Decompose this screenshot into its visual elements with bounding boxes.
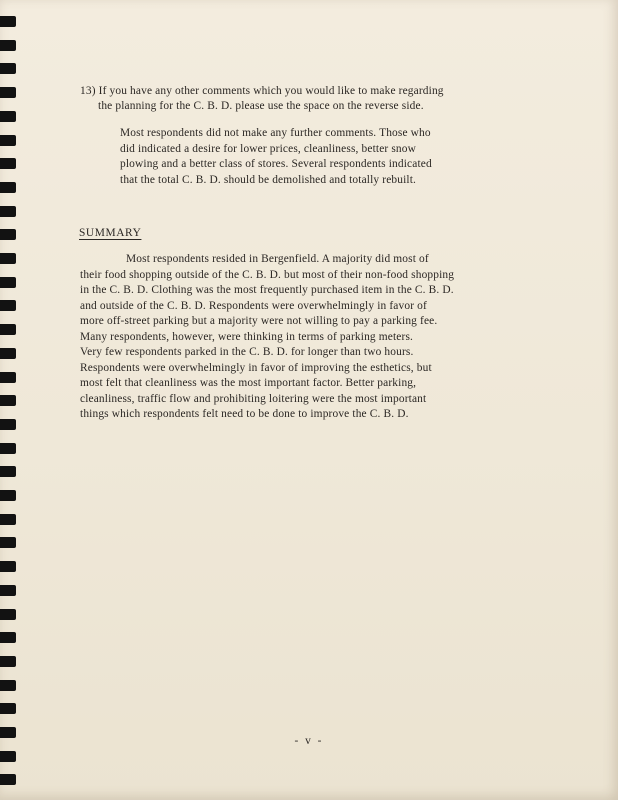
- summary-line: Very few respondents parked in the C. B. D. for longer than two hours.: [80, 346, 414, 358]
- binding-ring: [0, 63, 16, 74]
- binding-ring: [0, 111, 16, 122]
- summary-line: things which respondents felt need to be done to improve the C. B. D.: [80, 408, 409, 420]
- binding-ring: [0, 206, 16, 217]
- summary-paragraph: [80, 252, 454, 423]
- binding-ring: [0, 419, 16, 430]
- binding-ring: [0, 537, 16, 548]
- binding-ring: [0, 466, 16, 477]
- binding-ring: [0, 253, 16, 264]
- summary-line: their food shopping outside of the C. B. D. but most of their non-food shopping: [80, 268, 455, 281]
- question-13-line-2: the planning for the C. B. D. please use the space on the reverse side.: [98, 100, 424, 112]
- binding-ring: [0, 490, 16, 501]
- answer-line: Most respondents did not make any further comments. Those who: [120, 127, 431, 139]
- summary-line: more off-street parking but a majority were not willing to pay a parking fee.: [80, 315, 438, 327]
- answer-line: did indicated a desire for lower prices, cleanliness, better snow: [120, 142, 416, 155]
- binding-ring: [0, 158, 16, 169]
- binding-ring: [0, 324, 16, 335]
- answer-line: plowing and a better class of stores. Several respondents indicated: [120, 158, 432, 170]
- summary-line: most felt that cleanliness was the most important factor. Better parking,: [80, 377, 417, 389]
- answer-line: that the total C. B. D. should be demolished and totally rebuilt.: [120, 173, 417, 186]
- summary-line: in the C. B. D. Clothing was the most frequently purchased item in the C. B. D.: [80, 284, 454, 296]
- question-13-answer: [120, 126, 432, 188]
- binding-ring: [0, 585, 16, 596]
- binding-ring: [0, 277, 16, 288]
- binding-ring: [0, 751, 16, 762]
- summary-line: Most respondents resided in Bergenfield. A majority did most of: [126, 253, 429, 265]
- summary-line: Respondents were overwhelmingly in favor of improving the esthetics, but: [80, 361, 432, 374]
- binding-ring: [0, 16, 16, 27]
- binding-ring: [0, 774, 16, 785]
- binding-ring: [0, 443, 16, 454]
- binding-ring: [0, 40, 16, 51]
- binding-ring: [0, 300, 16, 311]
- binding-ring: [0, 609, 16, 620]
- binding-ring: [0, 680, 16, 691]
- binding-ring: [0, 514, 16, 525]
- question-13-line-1: 13) If you have any other comments which you would like to make regarding: [80, 85, 444, 97]
- binding-ring: [0, 372, 16, 383]
- summary-heading: SUMMARY: [79, 227, 142, 239]
- binding-ring: [0, 561, 16, 572]
- binding-ring: [0, 656, 16, 667]
- binding-ring: [0, 632, 16, 643]
- binding-ring: [0, 229, 16, 240]
- summary-line: and outside of the C. B. D. Respondents were overwhelmingly in favor of: [80, 299, 427, 312]
- page-number: - v -: [294, 735, 324, 747]
- binding-ring: [0, 135, 16, 146]
- binding-ring: [0, 182, 16, 193]
- binding-ring: [0, 87, 16, 98]
- binding-ring: [0, 703, 16, 714]
- summary-line: Many respondents, however, were thinking in terms of parking meters.: [80, 330, 414, 343]
- binding-ring: [0, 348, 16, 359]
- binding-ring: [0, 395, 16, 406]
- summary-line: cleanliness, traffic flow and prohibiting loitering were the most important: [80, 392, 427, 405]
- spiral-binding: [0, 0, 18, 800]
